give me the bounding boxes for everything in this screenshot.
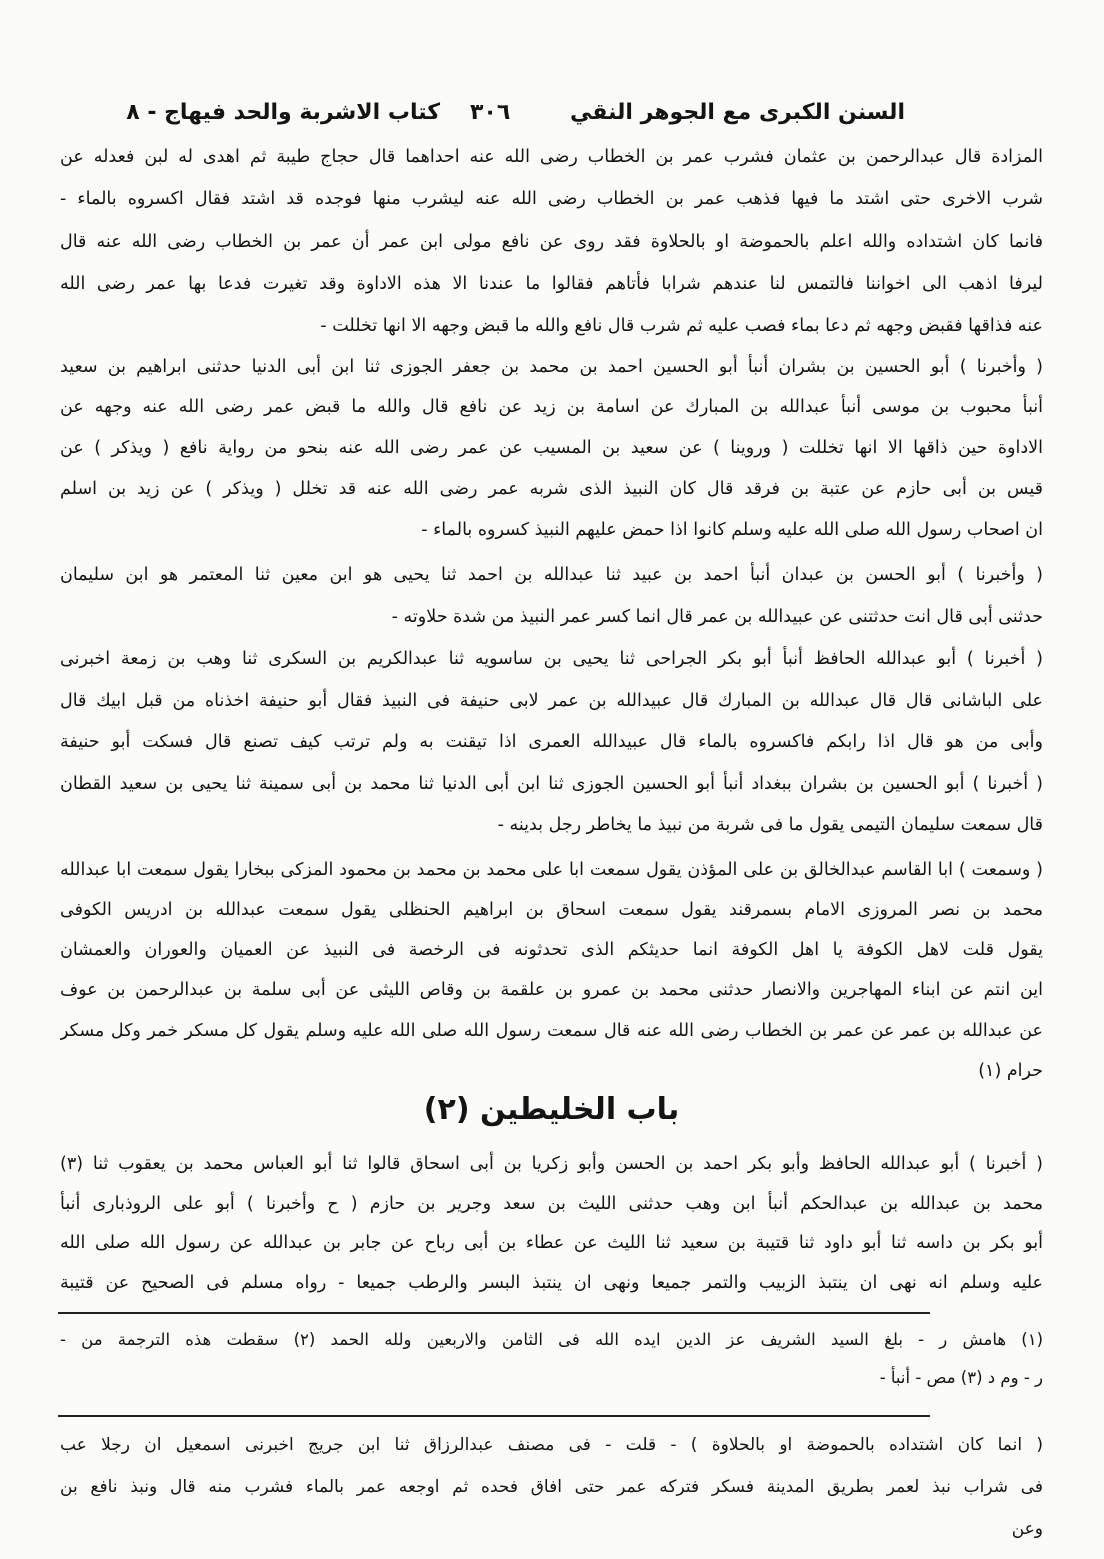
text-line: على الباشانى قال قال عبدالله بن المبارك قال عبيدالله بن عمر لابى حنيفة فى النبيذ فقال أبو حنيفة اخذناه من قبل ابيك قال: [60, 690, 1043, 711]
footnote-line: ر - وم د (٣) مص - أنبأ -: [879, 1368, 1043, 1387]
text-line: يقول قلت لاهل الكوفة يا اهل الكوفة انما حديثكم الذى تحدثونه فى الرخصة فى النبيذ عن العميان والعوران والعمشان: [60, 940, 1043, 961]
text-line: أنبأ محبوب بن موسى أنبأ عبدالله بن المبارك عن اسامة بن زيد عن نافع قال والله ما قبض عمر رضى الله عنه وجهه عن: [60, 397, 1043, 418]
text-line: أبو بكر بن داسه ثنا أبو داود ثنا قتيبة بن سعيد ثنا الليث عن عطاء بن أبى رباح عن جابر بن عبدالله عن رسول الله صلى الله: [60, 1233, 1043, 1253]
paragraph: [60, 1145, 1043, 1303]
text-line: حدثنى أبى قال انت حدثتنى عن عبيدالله بن عمر قال انما كسر عمر النبيذ من شدة حلاوته -: [391, 607, 1043, 627]
commentary-line: ( انما كان اشتداده بالحموضة او بالحلاوة ) - قلت - فى مصنف عبدالرزاق ثنا ابن جريج اخبرنى اسمعيل ان رجلا عب: [60, 1435, 1043, 1455]
running-header-section-title: كتاب الاشربة والحد فيها: [179, 100, 440, 125]
paragraph: [60, 639, 1043, 847]
text-line: عليه وسلم انه نهى ان ينتبذ الزبيب والتمر جميعا ونهى ان ينتبذ البسر والرطب جميعا - رواه مسلم فى الصحيح عن قتيبة: [60, 1272, 1043, 1293]
paragraph: [60, 136, 1043, 347]
page-number: ٣٠٦: [470, 100, 511, 125]
chapter-heading: باب الخليطين (٢): [423, 1092, 680, 1127]
commentary: [60, 1424, 1043, 1542]
text-line: محمد بن عبدالله بن عبدالحكم أنبأ ابن وهب حدثنى الليث بن سعد وجرير بن حازم ( ح وأخبرنا ) أبو على الروذبارى أنبأ: [60, 1193, 1043, 1214]
text-line: عن عبدالله بن عمر عن عمر بن الخطاب رضى الله عنه قال سمعت رسول الله صلى الله عليه وسلم يقول كل مسكر خمر وكل مسكر: [60, 1020, 1043, 1041]
paragraph: [60, 347, 1043, 551]
commentary-line: فى شراب نبذ لعمر بطريق المدينة فسكر فتركه عمر حتى افاق فحده ثم اوجعه عمر بالماء فشرب منه قال ونبذ نافع بن: [60, 1477, 1043, 1497]
paragraph: [60, 850, 1043, 1092]
text-line: ( وأخبرنا ) أبو الحسن بن عبدان أنبأ احمد بن عبيد ثنا عبدالله بن احمد ثنا يحيى هو ابن معين ثنا المعتمر هو ابن سليمان: [60, 565, 1043, 585]
text-line: قيس بن أبى حازم عن عتبة بن فرقد قال كان النبيذ الذى شربه عمر رضى الله عنه قد تخلل ( ويذكر ) عن زيد بن اسلم: [60, 478, 1043, 499]
text-line: ليرفا اذهب الى اخواننا فالتمس لنا عندهم شرابا فأتاهم فقالوا ما عندنا الا هذه الاداوة وقد تغيرت فدعا بها عمر رضى الله: [60, 273, 1043, 294]
text-line: وأبى من هو قال اذا رابكم فاكسروه بالماء قال عبيدالله العمرى اذا تيقنت به ولم ترتب كيف تصنع قال فسكت أبو حنيفة: [60, 732, 1043, 752]
text-line: المزادة قال عبدالرحمن بن عثمان فشرب عمر بن الخطاب رضى الله عنه احداهما قال حجاج طيبة ثم اهدى له لبن فعدله عن: [60, 147, 1043, 167]
text-line: شرب الاخرى حتى اشتد ما فيها فذهب عمر بن الخطاب رضى الله عنه ليشرب منها فوجده قد اشتد فقال اكسروه بالماء -: [60, 189, 1043, 210]
text-line: ان اصحاب رسول الله صلى الله عليه وسلم كانوا اذا حمض عليهم النبيذ كسروه بالماء -: [421, 519, 1043, 540]
text-line: ( وسمعت ) ابا القاسم عبدالخالق بن على المؤذن يقول سمعت ابا على محمد بن محمد بن محمود المزكى ببخارا يقول سمعت ابا عبدالله: [60, 859, 1043, 880]
volume-number: ج - ٨: [126, 100, 180, 125]
text-line: ( أخبرنا ) أبو عبدالله الحافظ وأبو بكر احمد بن الحسن وأبو زكريا بن أبى اسحاق قالوا ثنا أبو العباس محمد بن يعقوب ثنا (٣): [60, 1154, 1043, 1174]
text-line: محمد بن نصر المروزى الامام بسمرقند يقول سمعت اسحاق بن ابراهيم الحنظلى يقول سمعت عبدالله بن ادريس الكوفى: [60, 899, 1043, 920]
text-line: فانما كان اشتداده والله اعلم بالحموضة او بالحلاوة فقد روى عن نافع مولى ابن عمر أن عمر بن الخطاب رضى الله عنه قال: [60, 231, 1043, 252]
text-line: ( وأخبرنا ) أبو الحسين بن بشران أنبأ أبو الحسين احمد بن محمد بن جعفر الجوزى ثنا ابن أبى الدنيا حدثنى ابراهيم بن سعيد: [60, 356, 1043, 377]
running-header-book-title: السنن الكبرى مع الجوهر النقي: [570, 100, 905, 125]
text-line: اين انتم عن ابناء المهاجرين والانصار حدثنى محمد بن عمرو بن علقمة بن وقاص الليثى عن أبى سلمة بن عبدالرحمن بن عوف: [60, 980, 1043, 1001]
text-line: ( أخبرنا ) أبو الحسين بن بشران ببغداد أنبأ أبو الحسين الجوزى ثنا ابن أبى الدنيا ثنا محمد بن أبى سمينة ثنا يحيى بن سعيد القطان: [60, 773, 1043, 794]
footnote-line: (١) هامش ر - بلغ السيد الشريف عز الدين ايده الله فى الثامن والاربعين ولله الحمد (٢) سقطت هذه الترجمة من -: [60, 1330, 1043, 1349]
footnote-divider: [58, 1312, 930, 1314]
paragraph: [60, 554, 1043, 638]
text-line: عنه فذاقها فقبض وجهه ثم دعا بماء فصب عليه ثم شرب قال نافع والله ما قبض وجهه الا انها تخللت -: [320, 316, 1043, 337]
commentary-line: وعن: [1011, 1519, 1043, 1539]
text-line: حرام (١): [978, 1060, 1043, 1081]
text-line: الاداوة حين ذاقها الا انها تخللت ( وروينا ) عن سعيد بن المسيب عن عمر رضى الله عنه بنحو من رواية نافع ( ويذكر ) عن: [60, 438, 1043, 459]
text-line: قال سمعت سليمان التيمى يقول ما فى شربة من نبيذ ما يخاطر رجل بدينه -: [497, 815, 1043, 835]
footnotes: [60, 1321, 1043, 1397]
commentary-divider: [58, 1415, 930, 1417]
text-line: ( أخبرنا ) أبو عبدالله الحافظ أنبأ أبو بكر الجراحى ثنا يحيى بن ساسويه ثنا عبدالكريم بن السكرى ثنا وهب بن زمعة اخبرنى: [60, 649, 1043, 669]
